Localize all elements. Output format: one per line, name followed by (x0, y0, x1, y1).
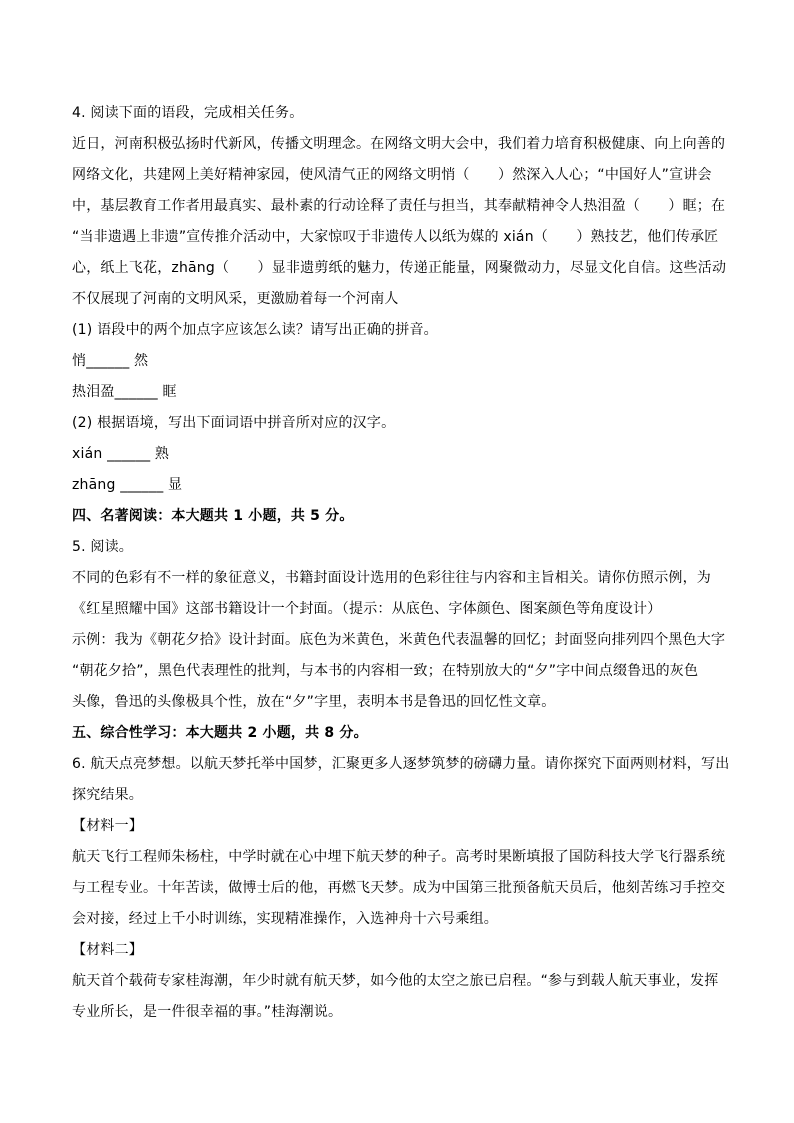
q5-line: 头像，鲁迅的头像极具个性，放在“夕”字里，表明本书是鲁迅的回忆性文章。 (72, 694, 556, 710)
q5-line: “朝花夕拾”，黑色代表理性的批判，与本书的内容相一致；在特别放大的“夕”字中间点缀鲁迅的灰色 (72, 663, 699, 679)
q4-passage-line: “当非遗遇上非遗”宣传推介活动中，大家惊叹于非遗传人以纸为媒的 xián（ ）熟技艺，他们传承匠 (72, 229, 719, 245)
q4-passage-line: 不仅展现了河南的文明风采，更激励着每一个河南人 (72, 291, 399, 307)
material-2-line: 航天首个载荷专家桂海潮，年少时就有航天梦，如今他的太空之旅已启程。“参与到载人航天事业，发挥 (72, 973, 719, 989)
q4-sub2-answer-line: zhāng ______ 显 (72, 477, 183, 493)
q4-title: 4. 阅读下面的语段，完成相关任务。 (72, 105, 304, 121)
q6-title-line: 6. 航天点亮梦想。以航天梦托举中国梦，汇聚更多人逐梦筑梦的磅礴力量。请你探究下面两则材料，写出 (72, 756, 730, 772)
q4-passage-line: 网络文化，共建网上美好精神家园，使风清气正的网络文明悄（ ）然深入人心；“中国好人”宣讲会 (72, 167, 712, 183)
material-1-label: 【材料一】 (72, 818, 143, 834)
q6-title-line: 探究结果。 (72, 787, 143, 803)
material-1-line: 与工程专业。十年苦读，做博士后的他，再燃飞天梦。成为中国第三批预备航天员后，他刻苦练习手控交 (72, 880, 726, 896)
q4-passage-line: 中，基层教育工作者用最真实、最朴素的行动诠释了责任与担当，其奉献精神令人热泪盈（ ）眶；在 (72, 198, 726, 214)
q4-sub2-answer-line: xián ______ 熟 (72, 446, 170, 462)
q4-passage-line: 近日，河南积极弘扬时代新风，传播文明理念。在网络文明大会中，我们着力培育积极健康、向上向善的 (72, 136, 726, 152)
material-1-line: 会对接，经过上千小时训练，实现精准操作，入选神舟十六号乘组。 (72, 911, 498, 927)
material-2-line: 专业所长，是一件很幸福的事。”桂海潮说。 (72, 1004, 343, 1020)
q4-passage-line: 心，纸上飞花，zhāng（ ）显非遗剪纸的魅力，传递正能量，网聚微动力，尽显文化自信。这些活动 (72, 260, 727, 276)
q4-sub1-answer-line: 热泪盈______ 眶 (72, 384, 177, 400)
q5-line: 《红星照耀中国》这部书籍设计一个封面。（提示：从底色、字体颜色、图案颜色等角度设计） (72, 601, 662, 617)
section-heading: 四、名著阅读：本大题共 1 小题，共 5 分。 (72, 508, 354, 524)
q5-title: 5. 阅读。 (72, 539, 134, 555)
q4-sub2-prompt: (2) 根据语境，写出下面词语中拼音所对应的汉字。 (72, 415, 396, 431)
q5-line: 示例：我为《朝花夕拾》设计封面。底色为米黄色，米黄色代表温馨的回忆；封面竖向排列四个黑色大字 (72, 632, 726, 648)
q4-sub1-answer-line: 悄______ 然 (72, 353, 149, 369)
q4-sub1-prompt: (1) 语段中的两个加点字应该怎么读？请写出正确的拼音。 (72, 322, 438, 338)
exam-page (72, 98, 730, 1028)
material-2-label: 【材料二】 (72, 942, 143, 958)
section-heading: 五、综合性学习：本大题共 2 小题，共 8 分。 (72, 725, 368, 741)
q5-line: 不同的色彩有不一样的象征意义，书籍封面设计选用的色彩往往与内容和主旨相关。请你仿照示例，为 (72, 570, 711, 586)
material-1-line: 航天飞行工程师朱杨柱，中学时就在心中埋下航天梦的种子。高考时果断填报了国防科技大学飞行器系统 (72, 849, 726, 865)
